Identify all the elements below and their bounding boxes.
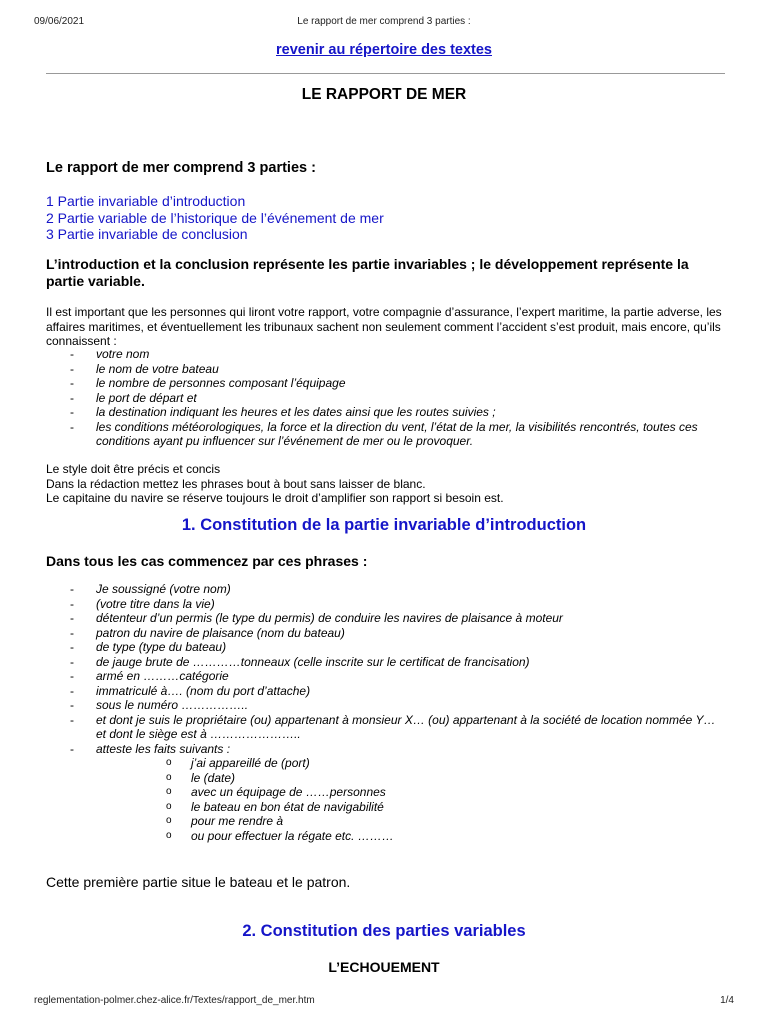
footer-page-number: 1/4	[720, 995, 734, 1006]
list-item: - de type (type du bateau)	[70, 640, 227, 654]
knowledge-list	[46, 347, 726, 449]
section-1-title: 1. Constitution de la partie invariable d’introduction	[181, 516, 587, 534]
list-item: - patron du navire de plaisance (nom du bateau)	[70, 625, 345, 640]
list-item: - détenteur d’un permis (le type du permis) de conduire les navires de plaisance à moteur	[70, 611, 563, 625]
bullet-dash: -	[70, 669, 74, 683]
bullet-dash: -	[70, 390, 74, 405]
circle-bullet-icon: o	[166, 829, 172, 841]
circle-bullet-icon: o	[166, 800, 172, 812]
sublist-item: o j’ai appareillé de (port)	[166, 756, 310, 770]
list-item: - votre nom	[70, 347, 150, 361]
sublist-item: o ou pour effectuer la régate etc. ………	[166, 828, 394, 843]
page-title: LE RAPPORT DE MER	[301, 86, 467, 103]
summary-paragraph: L’introduction et la conclusion représente les partie invariables ; le développement représente la partie variable.	[46, 256, 689, 289]
list-item: - armé en ………catégorie	[70, 669, 229, 683]
situe-paragraph: Cette première partie situe le bateau et le patron.	[46, 874, 351, 890]
list-item: - les conditions météorologiques, la force et la direction du vent, l’état de la mer, la visibilités rencontrés, toutes ces conditions ayant pu influencer sur l’événement de mer ou le provoquer.	[70, 419, 698, 448]
style-line: Le style doit être précis et concis	[46, 462, 221, 476]
sublist-item: o avec un équipage de ……personnes	[166, 785, 386, 799]
bullet-dash: -	[70, 361, 74, 376]
list-item: - atteste les faits suivants : o j’ai appareillé de (port) o le (date) o avec un équipage de ……personnes o le bateau en bon état de navigabilité o pour me rendre à o ou pour effectuer la régate etc. ………	[46, 742, 726, 844]
back-to-index-link[interactable]: revenir au répertoire des textes	[276, 42, 492, 58]
sublist-item: o pour me rendre à	[166, 814, 284, 828]
horizontal-rule	[46, 73, 725, 74]
bullet-dash: -	[70, 712, 74, 727]
list-item: - immatriculé à…. (nom du port d’attache)	[70, 683, 311, 698]
style-line: Dans la rédaction mettez les phrases bout à bout sans laisser de blanc.	[46, 476, 426, 491]
bullet-dash: -	[70, 611, 74, 625]
part-item: 1 Partie invariable d’introduction	[46, 193, 246, 209]
intro-heading: Le rapport de mer comprend 3 parties :	[46, 160, 316, 176]
list-item: - la destination indiquant les heures et les dates ainsi que les routes suivies ;	[70, 405, 496, 419]
bullet-dash: -	[70, 596, 74, 611]
list-item: - sous le numéro ……………..	[70, 698, 249, 712]
parts-list	[46, 193, 726, 243]
list-item: - le nom de votre bateau	[70, 361, 219, 376]
section-1-subheading: Dans tous les cas commencez par ces phrases :	[46, 553, 368, 569]
circle-bullet-icon: o	[166, 771, 172, 783]
list-item: - (votre titre dans la vie)	[70, 596, 215, 611]
facts-sublist	[96, 756, 726, 843]
bullet-dash: -	[70, 741, 74, 756]
bullet-dash: -	[70, 640, 74, 654]
bullet-dash: -	[70, 654, 74, 669]
print-date: 09/06/2021	[34, 16, 85, 27]
part-item: 2 Partie variable de l’historique de l’événement de mer	[46, 209, 384, 226]
bullet-dash: -	[70, 376, 74, 390]
bullet-dash: -	[70, 419, 74, 434]
section-2-title: 2. Constitution des parties variables	[242, 922, 526, 940]
circle-bullet-icon: o	[166, 815, 172, 826]
bullet-dash: -	[70, 683, 74, 698]
bullet-dash: -	[70, 405, 74, 419]
intro-paragraph: Il est important que les personnes qui liront votre rapport, votre compagnie d’assurance, l’expert maritime, la partie adverse, les affaires maritimes, et éventuellement les tribunaux sachent non seulement comment l’accident s’est produit, mais encore, qu’ils connaissent :	[46, 305, 722, 348]
footer-url: reglementation-polmer.chez-alice.fr/Textes/rapport_de_mer.htm	[34, 995, 315, 1006]
intro-phrases-list	[46, 582, 726, 843]
section-2-subheading: L’ECHOUEMENT	[328, 959, 440, 975]
list-item: - Je soussigné (votre nom)	[70, 582, 231, 596]
style-line: Le capitaine du navire se réserve toujours le droit d’amplifier son rapport si besoin est.	[46, 491, 504, 505]
bullet-dash: -	[70, 347, 74, 361]
style-paragraph	[46, 462, 726, 506]
bullet-dash: -	[70, 582, 74, 596]
bullet-dash: -	[70, 625, 74, 640]
list-item: - de jauge brute de …………tonneaux (celle inscrite sur le certificat de francisation)	[70, 654, 530, 669]
list-item: - et dont je suis le propriétaire (ou) appartenant à monsieur X… (ou) appartenant à la société de location nommée Y… et dont le siège est à …………………..	[70, 712, 716, 741]
print-page-title: Le rapport de mer comprend 3 parties :	[297, 16, 471, 27]
bullet-dash: -	[70, 698, 74, 712]
circle-bullet-icon: o	[166, 786, 172, 797]
part-item: 3 Partie invariable de conclusion	[46, 226, 248, 242]
sublist-item: o le bateau en bon état de navigabilité	[166, 799, 384, 814]
circle-bullet-icon: o	[166, 757, 172, 768]
list-item: - le port de départ et	[70, 390, 197, 405]
list-item: - le nombre de personnes composant l’équipage	[70, 376, 346, 390]
sublist-item: o le (date)	[166, 770, 236, 785]
